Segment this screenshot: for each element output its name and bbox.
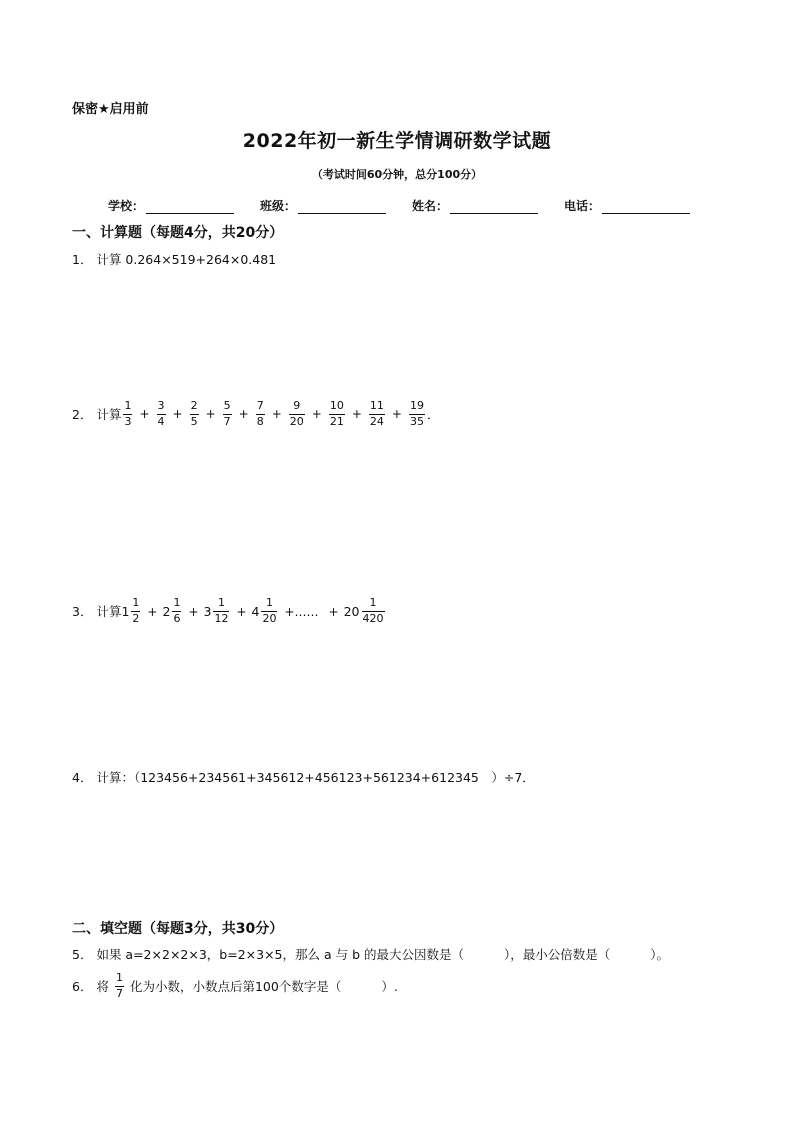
question-suffix: ．	[426, 407, 440, 423]
question-6	[72, 972, 398, 1000]
question-text: 计算 0.264×519+264×0.481	[96, 252, 277, 267]
mixed-number	[162, 597, 183, 625]
numerator: 1	[132, 596, 140, 609]
numerator: 1	[369, 596, 377, 609]
denominator: 3	[124, 414, 132, 428]
plus-sign: +	[311, 406, 322, 421]
school-field[interactable]	[108, 197, 234, 214]
fraction	[213, 597, 229, 625]
section-1-heading: 一、计算题（每题4分，共20分）	[72, 225, 284, 241]
numerator: 2	[190, 399, 198, 412]
fraction	[131, 597, 140, 625]
phone-blank[interactable]	[602, 201, 690, 214]
name-label: 姓名：	[412, 199, 449, 213]
plus-sign: +	[238, 406, 249, 421]
plus-sign: +	[391, 406, 402, 421]
question-1	[72, 250, 276, 268]
confidential-label: 保密★启用前	[72, 102, 149, 117]
exam-time-note: （考试时间60分钟，总分100分）	[311, 168, 483, 181]
student-info-row	[108, 197, 708, 214]
question-number: 1．	[72, 252, 93, 267]
question-number: 4．	[72, 770, 93, 785]
denominator: 7	[223, 414, 231, 428]
mixed-number	[121, 597, 142, 625]
fraction	[223, 400, 232, 428]
fraction	[123, 400, 132, 428]
school-blank[interactable]	[146, 201, 234, 214]
class-field[interactable]	[260, 197, 386, 214]
denominator: 24	[369, 414, 384, 428]
numerator: 19	[409, 399, 424, 412]
question-text: 计算：（123456+234561+345612+456123+561234+612345 ）÷7．	[96, 770, 535, 785]
question-5	[72, 945, 669, 963]
numerator: 1	[115, 971, 123, 984]
question-text-b: ），最小公倍数是（	[504, 947, 611, 962]
mixed-number	[252, 597, 280, 625]
page-title: 2022年初一新生学情调研数学试题	[242, 130, 552, 152]
denominator: 21	[329, 414, 344, 428]
fraction	[190, 400, 199, 428]
fraction	[256, 400, 265, 428]
name-field[interactable]	[412, 197, 538, 214]
plus-sign: +	[351, 406, 362, 421]
fraction	[329, 400, 345, 428]
plus-sign: +	[139, 406, 150, 421]
fraction-sum-expression	[121, 400, 427, 428]
plus-sign: +	[172, 406, 183, 421]
question-prefix: 将	[96, 979, 109, 995]
question-text-c: ）。	[650, 947, 670, 962]
question-prefix: 计算	[96, 407, 122, 423]
plus-sign: +	[236, 604, 247, 619]
denominator: 4	[157, 414, 165, 428]
fraction	[409, 400, 425, 428]
mixed-number	[204, 597, 232, 625]
numerator: 5	[223, 399, 231, 412]
fraction	[157, 400, 166, 428]
fraction	[369, 400, 385, 428]
fraction	[261, 597, 277, 625]
fraction	[172, 597, 181, 625]
question-text-b: ）.	[381, 979, 398, 995]
mixed-number	[344, 597, 387, 625]
phone-label: 电话：	[564, 199, 601, 213]
class-label: 班级：	[260, 199, 297, 213]
question-number: 3．	[72, 604, 93, 620]
phone-field[interactable]	[564, 197, 690, 214]
denominator: 5	[190, 414, 198, 428]
plus-sign: +	[188, 604, 199, 619]
question-text-a: 化为小数，小数点后第100个数字是（	[129, 979, 342, 995]
denominator: 8	[256, 414, 264, 428]
denominator: 12	[214, 611, 229, 625]
numerator: 11	[369, 399, 384, 412]
fraction	[362, 597, 385, 625]
school-label: 学校：	[108, 199, 145, 213]
question-3	[72, 597, 387, 625]
numerator: 1	[217, 596, 225, 609]
numerator: 1	[173, 596, 181, 609]
numerator: 9	[293, 399, 301, 412]
fraction	[289, 400, 305, 428]
question-prefix: 计算	[96, 604, 122, 620]
whole-part: 1	[121, 603, 130, 619]
question-number: 2．	[72, 407, 93, 423]
denominator: 2	[132, 611, 140, 625]
question-2	[72, 400, 439, 428]
numerator: 10	[329, 399, 344, 412]
fraction	[115, 972, 124, 1000]
numerator: 3	[157, 399, 165, 412]
denominator: 20	[289, 414, 304, 428]
denominator: 6	[173, 611, 181, 625]
whole-part: 2	[162, 603, 171, 619]
whole-part: 3	[203, 603, 212, 619]
denominator: 7	[115, 986, 123, 1000]
numerator: 1	[265, 596, 273, 609]
question-text-a: 如果 a=2×2×2×3，b=2×3×5，那么 a 与 b 的最大公因数是（	[96, 947, 464, 962]
question-number: 5．	[72, 947, 93, 962]
numerator: 7	[256, 399, 264, 412]
ellipsis: +……	[284, 604, 319, 619]
plus-sign: +	[328, 604, 339, 619]
section-2-heading: 二、填空题（每题3分，共30分）	[72, 921, 284, 937]
question-4	[72, 768, 535, 786]
plus-sign: +	[271, 406, 282, 421]
numerator: 1	[124, 399, 132, 412]
name-blank[interactable]	[450, 201, 538, 214]
mixed-number-sum-expression	[121, 597, 386, 625]
plus-sign: +	[147, 604, 158, 619]
denominator: 35	[409, 414, 424, 428]
denominator: 20	[262, 611, 277, 625]
class-blank[interactable]	[298, 201, 386, 214]
denominator: 420	[362, 611, 384, 625]
whole-part: 4	[251, 603, 260, 619]
question-number: 6．	[72, 979, 93, 995]
plus-sign: +	[205, 406, 216, 421]
whole-part: 20	[343, 603, 360, 619]
